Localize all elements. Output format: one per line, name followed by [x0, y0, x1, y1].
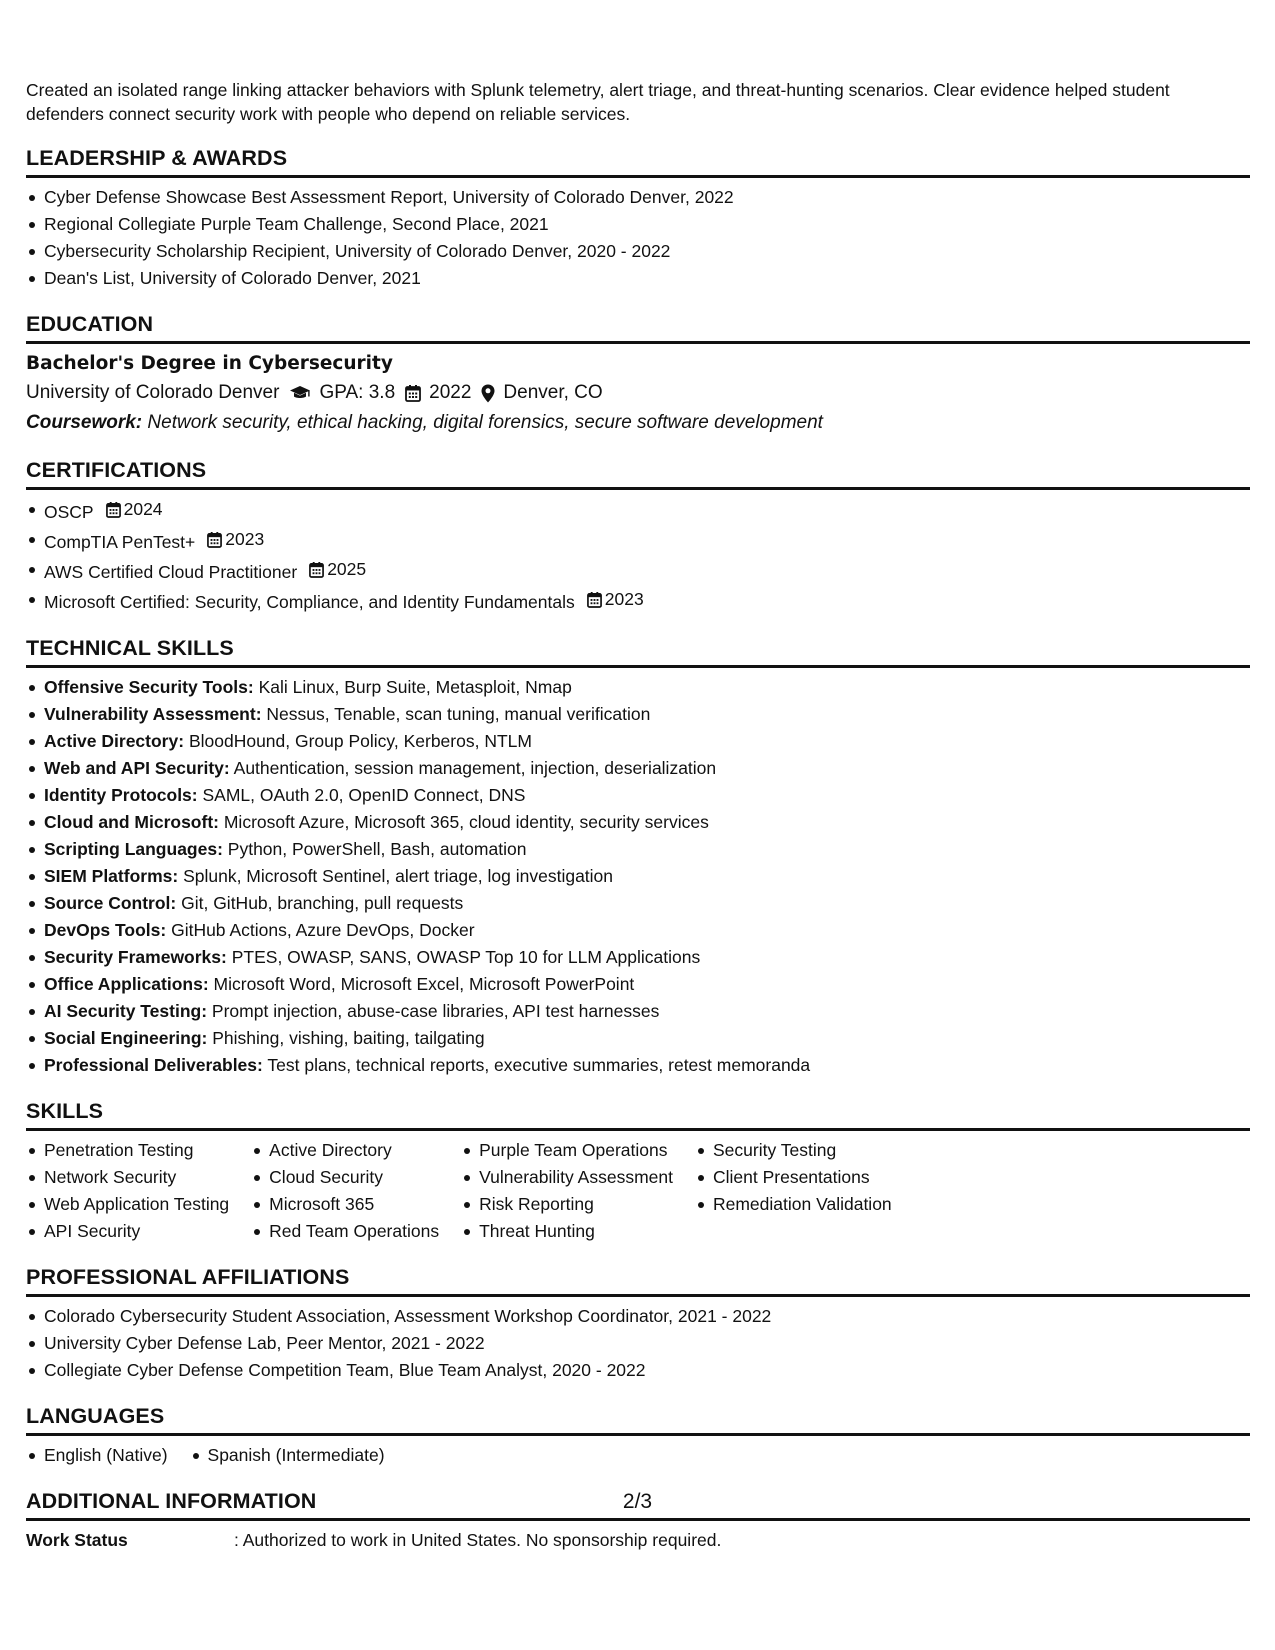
certification-date — [106, 496, 163, 523]
list-item: Risk Reporting — [461, 1191, 673, 1218]
gpa: GPA: 3.8 — [319, 382, 396, 403]
list-item: Dean's List, University of Colorado Denver, 2021 — [26, 265, 1250, 292]
skill-values: PTES, OWASP, SANS, OWASP Top 10 for LLM Applications — [231, 947, 701, 967]
location-pin-icon — [481, 384, 495, 403]
list-item: Vulnerability Assessment — [461, 1164, 673, 1191]
coursework — [26, 408, 1250, 438]
list-item: Cloud Security — [251, 1164, 439, 1191]
calendar-icon — [405, 384, 421, 402]
skill-values: BloodHound, Group Policy, Kerberos, NTLM — [188, 731, 532, 751]
certification-date — [207, 526, 264, 553]
work-status-value: : Authorized to work in United States. No sponsorship required. — [234, 1530, 722, 1550]
list-item — [26, 1025, 1250, 1052]
school-location: Denver, CO — [503, 382, 603, 403]
list-item — [26, 728, 1250, 755]
degree-title: Bachelor's Degree in Cybersecurity — [26, 353, 393, 374]
leadership-list — [26, 184, 1250, 292]
skills-column — [695, 1137, 892, 1245]
list-item: Threat Hunting — [461, 1218, 673, 1245]
list-item: Spanish (Intermediate) — [190, 1442, 385, 1469]
certification-year: 2023 — [604, 589, 644, 609]
list-item — [26, 1052, 1250, 1079]
skill-values: Test plans, technical reports, executive summaries, retest memoranda — [267, 1055, 811, 1075]
list-item — [26, 586, 1250, 616]
coursework-label: Coursework: — [26, 412, 143, 433]
skill-category: Web and API Security: — [44, 758, 230, 778]
list-item: API Security — [26, 1218, 229, 1245]
list-item: Web Application Testing — [26, 1191, 229, 1218]
skill-category: Office Applications: — [44, 974, 209, 994]
page-number: 2/3 — [622, 1490, 653, 1513]
skill-category: Social Engineering: — [44, 1028, 208, 1048]
skill-values: Python, PowerShell, Bash, automation — [227, 839, 527, 859]
list-item: Remediation Validation — [695, 1191, 892, 1218]
list-item: Network Security — [26, 1164, 229, 1191]
skills-column — [26, 1137, 229, 1245]
languages-section — [26, 1402, 1250, 1469]
list-item: Purple Team Operations — [461, 1137, 673, 1164]
certification-year: 2023 — [225, 529, 265, 549]
list-item: Microsoft 365 — [251, 1191, 439, 1218]
education-details — [26, 378, 1250, 408]
section-title-additional-info: ADDITIONAL INFORMATION — [26, 1487, 1250, 1521]
list-item — [26, 944, 1250, 971]
project-description: Created an isolated range linking attacker behaviors with Splunk telemetry, alert triage, and threat-hunting scenarios. Clear evidence helped student defenders connect security work with people who depend on reliable services. — [26, 80, 1170, 124]
graduation-year: 2022 — [429, 382, 472, 403]
skill-values: GitHub Actions, Azure DevOps, Docker — [171, 920, 475, 940]
affiliations-section — [26, 1263, 1250, 1384]
list-item: University Cyber Defense Lab, Peer Mentor, 2021 - 2022 — [26, 1330, 1250, 1357]
skill-category: SIEM Platforms: — [44, 866, 179, 886]
skill-values: SAML, OAuth 2.0, OpenID Connect, DNS — [202, 785, 526, 805]
skills-columns — [26, 1137, 1250, 1245]
calendar-icon — [207, 531, 225, 548]
list-item: Security Testing — [695, 1137, 892, 1164]
list-item: Cyber Defense Showcase Best Assessment Report, University of Colorado Denver, 2022 — [26, 184, 1250, 211]
list-item — [26, 971, 1250, 998]
list-item — [26, 998, 1250, 1025]
certifications-section — [26, 456, 1250, 616]
section-title-technical-skills: TECHNICAL SKILLS — [26, 634, 1250, 668]
languages-list — [26, 1442, 1250, 1469]
skill-values: Phishing, vishing, baiting, tailgating — [212, 1028, 485, 1048]
skill-category: Scripting Languages: — [44, 839, 223, 859]
list-item — [26, 809, 1250, 836]
work-status-label: Work Status — [26, 1530, 128, 1550]
certification-year: 2025 — [327, 559, 367, 579]
skill-category: Security Frameworks: — [44, 947, 227, 967]
graduation-cap-icon — [289, 385, 311, 401]
skill-values: Git, GitHub, branching, pull requests — [181, 893, 464, 913]
list-item — [26, 782, 1250, 809]
calendar-icon — [106, 501, 124, 518]
school-name: University of Colorado Denver — [26, 382, 280, 403]
skill-category: AI Security Testing: — [44, 1001, 208, 1021]
list-item: Regional Collegiate Purple Team Challenge, Second Place, 2021 — [26, 211, 1250, 238]
list-item: Penetration Testing — [26, 1137, 229, 1164]
skill-values: Nessus, Tenable, scan tuning, manual verification — [266, 704, 651, 724]
calendar-icon — [309, 561, 327, 578]
skill-category: Cloud and Microsoft: — [44, 812, 219, 832]
section-title-certifications: CERTIFICATIONS — [26, 456, 1250, 490]
calendar-icon — [587, 591, 605, 608]
education-section — [26, 310, 1250, 438]
work-status-row — [26, 1527, 1250, 1553]
list-item — [26, 701, 1250, 728]
skill-values: Kali Linux, Burp Suite, Metasploit, Nmap — [258, 677, 572, 697]
list-item: Colorado Cybersecurity Student Association, Assessment Workshop Coordinator, 2021 - 2022 — [26, 1303, 1250, 1330]
certification-name: OSCP — [44, 502, 94, 522]
certification-name: CompTIA PenTest+ — [44, 532, 196, 552]
list-item: Collegiate Cyber Defense Competition Team, Blue Team Analyst, 2020 - 2022 — [26, 1357, 1250, 1384]
list-item: English (Native) — [26, 1442, 168, 1469]
certification-name: Microsoft Certified: Security, Compliance, and Identity Fundamentals — [44, 592, 575, 612]
skill-category: DevOps Tools: — [44, 920, 167, 940]
skill-category: Offensive Security Tools: — [44, 677, 254, 697]
certification-date — [587, 586, 644, 613]
list-item — [26, 863, 1250, 890]
list-item — [26, 496, 1250, 526]
section-title-education: EDUCATION — [26, 310, 1250, 344]
skill-values: Prompt injection, abuse-case libraries, API test harnesses — [211, 1001, 660, 1021]
list-item — [26, 917, 1250, 944]
list-item — [26, 526, 1250, 556]
skills-section — [26, 1097, 1250, 1245]
certification-name: AWS Certified Cloud Practitioner — [44, 562, 298, 582]
certification-year: 2024 — [123, 499, 163, 519]
skill-category: Active Directory: — [44, 731, 185, 751]
coursework-list: Network security, ethical hacking, digital forensics, secure software development — [147, 412, 823, 433]
certifications-list — [26, 496, 1250, 616]
affiliations-list — [26, 1303, 1250, 1384]
skill-category: Identity Protocols: — [44, 785, 198, 805]
skill-category: Source Control: — [44, 893, 177, 913]
list-item: Active Directory — [251, 1137, 439, 1164]
list-item: Cybersecurity Scholarship Recipient, University of Colorado Denver, 2020 - 2022 — [26, 238, 1250, 265]
section-title-affiliations: PROFESSIONAL AFFILIATIONS — [26, 1263, 1250, 1297]
skill-values: Microsoft Azure, Microsoft 365, cloud identity, security services — [223, 812, 709, 832]
list-item — [26, 556, 1250, 586]
section-title-skills: SKILLS — [26, 1097, 1250, 1131]
section-title-languages: LANGUAGES — [26, 1402, 1250, 1436]
list-item — [26, 836, 1250, 863]
section-title-leadership: LEADERSHIP & AWARDS — [26, 144, 1250, 178]
skill-values: Authentication, session management, injection, deserialization — [233, 758, 717, 778]
skill-category: Vulnerability Assessment: — [44, 704, 262, 724]
technical-skills-list — [26, 674, 1250, 1079]
list-item — [26, 890, 1250, 917]
skills-column — [461, 1137, 673, 1245]
skill-values: Microsoft Word, Microsoft Excel, Microsoft PowerPoint — [213, 974, 635, 994]
leadership-section — [26, 144, 1250, 292]
resume-page — [26, 78, 1250, 1553]
skills-column — [251, 1137, 439, 1245]
list-item — [26, 674, 1250, 701]
skill-category: Professional Deliverables: — [44, 1055, 263, 1075]
list-item — [26, 755, 1250, 782]
technical-skills-section — [26, 634, 1250, 1079]
list-item: Client Presentations — [695, 1164, 892, 1191]
list-item: Red Team Operations — [251, 1218, 439, 1245]
skill-values: Splunk, Microsoft Sentinel, alert triage, log investigation — [183, 866, 614, 886]
certification-date — [309, 556, 366, 583]
